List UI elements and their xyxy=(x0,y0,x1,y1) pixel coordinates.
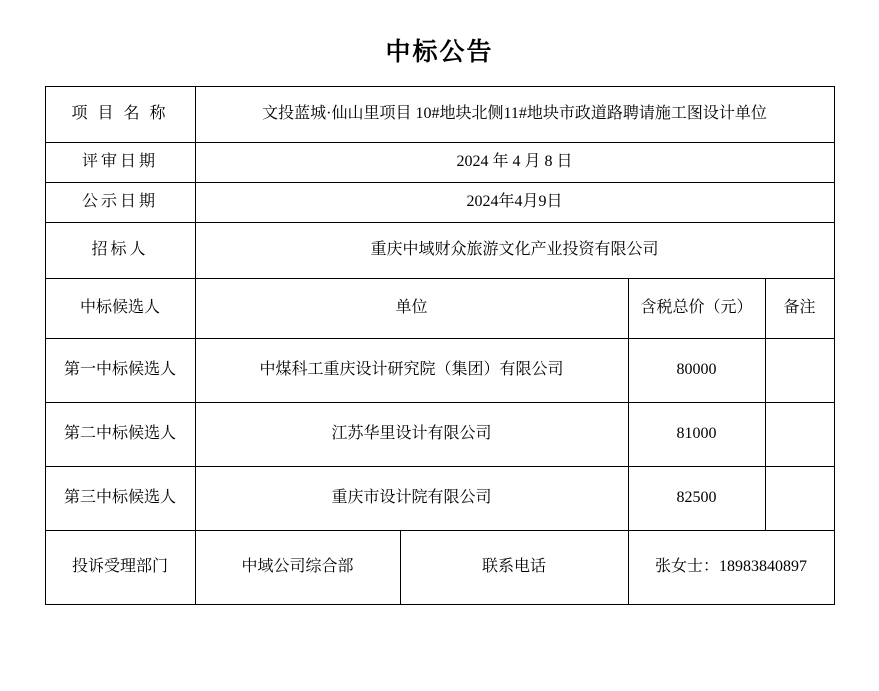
tenderee-label: 招标人 xyxy=(45,223,195,279)
table-row xyxy=(45,223,834,279)
first-candidate-label: 第一中标候选人 xyxy=(45,339,195,403)
second-candidate-price: 81000 xyxy=(628,403,765,467)
table-row xyxy=(45,87,834,143)
complaint-department-label: 投诉受理部门 xyxy=(45,531,195,605)
third-candidate-remark xyxy=(765,467,834,531)
award-announcement-table xyxy=(45,86,835,605)
second-candidate-unit: 江苏华里设计有限公司 xyxy=(195,403,628,467)
review-date-label: 评审日期 xyxy=(45,143,195,183)
third-candidate-price: 82500 xyxy=(628,467,765,531)
table-row xyxy=(45,183,834,223)
publish-date-value: 2024年4月9日 xyxy=(195,183,834,223)
contact-phone-value: 张女士：18983840897 xyxy=(628,531,834,605)
first-candidate-price: 80000 xyxy=(628,339,765,403)
publish-date-label: 公示日期 xyxy=(45,183,195,223)
table-row xyxy=(45,403,834,467)
document-page xyxy=(0,32,879,691)
table-header-row xyxy=(45,279,834,339)
table-row xyxy=(45,531,834,605)
project-name-label: 项 目 名 称 xyxy=(45,87,195,143)
complaint-department-value: 中域公司综合部 xyxy=(195,531,400,605)
page-title: 中标公告 xyxy=(385,39,494,66)
second-candidate-label: 第二中标候选人 xyxy=(45,403,195,467)
tenderee-value: 重庆中域财众旅游文化产业投资有限公司 xyxy=(195,223,834,279)
remark-column-header: 备注 xyxy=(765,279,834,339)
first-candidate-unit: 中煤科工重庆设计研究院（集团）有限公司 xyxy=(195,339,628,403)
table-row xyxy=(45,143,834,183)
project-name-value: 文投蓝城·仙山里项目 10#地块北侧11#地块市政道路聘请施工图设计单位 xyxy=(195,87,834,143)
price-column-header: 含税总价（元） xyxy=(628,279,765,339)
first-candidate-remark xyxy=(765,339,834,403)
table-row xyxy=(45,467,834,531)
contact-phone-label: 联系电话 xyxy=(400,531,628,605)
review-date-value: 2024 年 4 月 8 日 xyxy=(195,143,834,183)
unit-column-header: 单位 xyxy=(195,279,628,339)
third-candidate-label: 第三中标候选人 xyxy=(45,467,195,531)
third-candidate-unit: 重庆市设计院有限公司 xyxy=(195,467,628,531)
candidate-column-header: 中标候选人 xyxy=(45,279,195,339)
table-row xyxy=(45,339,834,403)
second-candidate-remark xyxy=(765,403,834,467)
